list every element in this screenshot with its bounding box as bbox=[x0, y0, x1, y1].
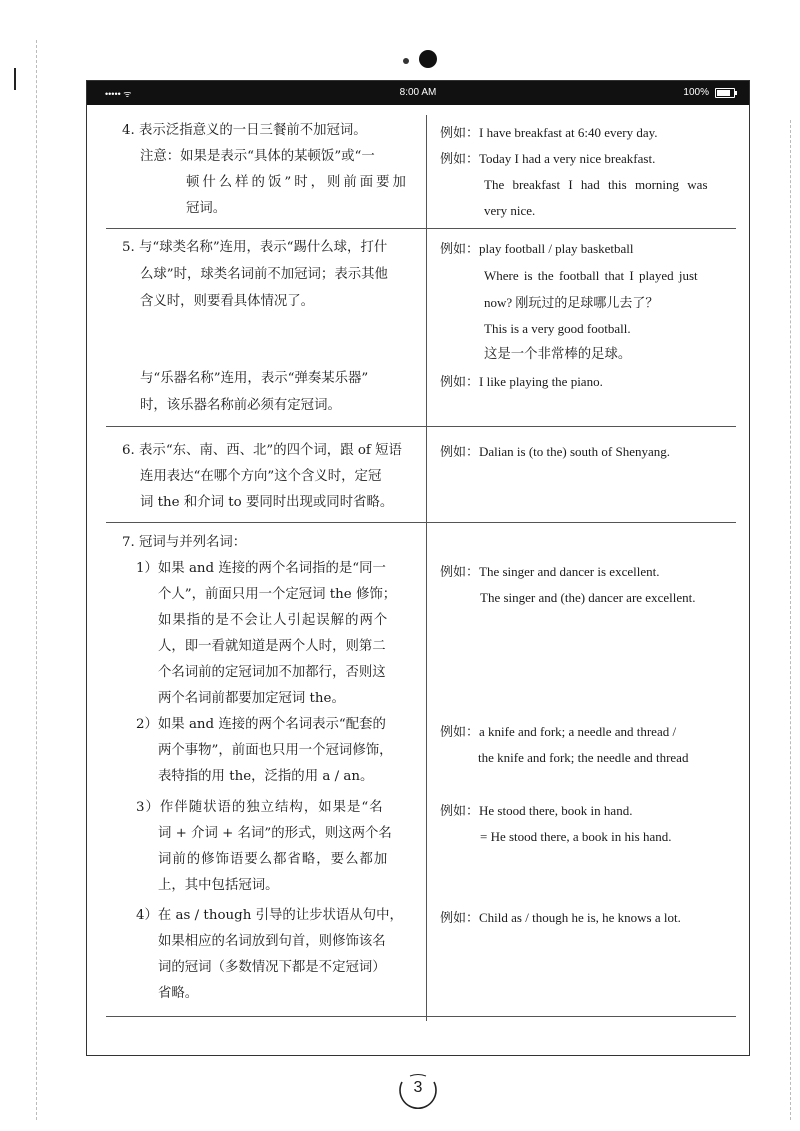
rule-text: 两个事物”，前面也只用一个冠词修饰， bbox=[158, 743, 393, 758]
rule-text: 两个名词前都要加定冠词 the。 bbox=[158, 691, 345, 706]
rule-text: 含义时，则要看具体情况了。 bbox=[140, 294, 315, 309]
example-text: 例如：Dalian is (to the) south of Shenyang. bbox=[440, 444, 670, 459]
example-text: = He stood there, a book in his hand. bbox=[480, 829, 672, 844]
rule-text: 6. 表示“东、南、西、北”的四个词，跟 of 短语 bbox=[122, 443, 402, 458]
rule-text: 冠词。 bbox=[186, 201, 227, 216]
example-text: 例如：Child as / though he is, he knows a lot. bbox=[440, 910, 681, 925]
rule-text: 词前的修饰语要么都省略，要么都加 bbox=[158, 852, 389, 867]
example-text: very nice. bbox=[484, 203, 536, 218]
example-text: 例如：Today I had a very nice breakfast. bbox=[440, 151, 656, 166]
camera-dot-big bbox=[419, 50, 437, 68]
column-divider bbox=[426, 115, 427, 1021]
battery-percent: 100% bbox=[683, 87, 709, 98]
rule-text: 词 + 介词 + 名词”的形式，则这两个名 bbox=[158, 826, 392, 841]
row-divider bbox=[106, 522, 736, 523]
example-text: This is a very good football. bbox=[484, 321, 631, 336]
scan-edge-mark bbox=[14, 68, 16, 90]
example-text: 例如：a knife and fork; a needle and thread / bbox=[440, 724, 677, 739]
example-text: now? 刚玩过的足球哪儿去了？ bbox=[484, 295, 659, 310]
example-text: The breakfast I had this morning was bbox=[484, 177, 708, 192]
example-text: the knife and fork; the needle and thread bbox=[478, 750, 689, 765]
page-number: 3 bbox=[413, 1079, 423, 1096]
rule-text: 顿什么样的饭”时，则前面要加 bbox=[186, 175, 409, 190]
rule-text: 个人”，前面只用一个定冠词 the 修饰； bbox=[158, 587, 397, 602]
rule-text: 人，即一看就知道是两个人时，则第二 bbox=[158, 639, 386, 654]
rule-text: 时，该乐器名称前必须有定冠词。 bbox=[140, 398, 341, 413]
rule-text: 如果指的是不会让人引起误解的两个 bbox=[158, 613, 389, 628]
example-text: 这是一个非常棒的足球。 bbox=[484, 347, 632, 362]
scan-dashes-right bbox=[790, 120, 791, 1120]
camera-dot-small bbox=[403, 58, 409, 64]
rule-text: 5. 与“球类名称”连用，表示“踢什么球，打什 bbox=[122, 240, 388, 255]
rule-text: 与“乐器名称”连用，表示“弹奏某乐器” bbox=[140, 371, 369, 386]
rule-text: 4. 表示泛指意义的一日三餐前不加冠词。 bbox=[122, 123, 367, 138]
page-number-badge bbox=[396, 1070, 440, 1114]
row-divider bbox=[106, 1016, 736, 1017]
rule-text: 么球”时，球类名词前不加冠词；表示其他 bbox=[140, 267, 388, 282]
row-divider bbox=[106, 228, 736, 229]
rule-text: 个名词前的定冠词加不加都行，否则这 bbox=[158, 665, 386, 680]
example-text: 例如：He stood there, book in hand. bbox=[440, 803, 633, 818]
scan-dashes-left bbox=[36, 40, 37, 1120]
rule-text: 2）如果 and 连接的两个名词表示“配套的 bbox=[136, 717, 386, 732]
rule-text: 表特指的用 the，泛指的用 a / an。 bbox=[158, 769, 374, 784]
rule-text: 上，其中包括冠词。 bbox=[158, 878, 279, 893]
battery-icon bbox=[715, 88, 735, 98]
rule-text: 3）作伴随状语的独立结构，如果是“名 bbox=[136, 800, 384, 815]
rule-text: 词 the 和介词 to 要同时出现或同时省略。 bbox=[140, 495, 394, 510]
example-text: The singer and (the) dancer are excellent. bbox=[480, 590, 696, 605]
rule-text: 4）在 as / though 引导的让步状语从句中， bbox=[136, 908, 403, 923]
rule-text: 1）如果 and 连接的两个名词指的是“同一 bbox=[136, 561, 386, 576]
rule-text: 7. 冠词与并列名词： bbox=[122, 535, 247, 550]
rule-text: 如果相应的名词放到句首，则修饰该名 bbox=[158, 934, 386, 949]
status-time: 8:00 AM bbox=[399, 87, 437, 98]
rule-text: 连用表达“在哪个方向”这个含义时，定冠 bbox=[140, 469, 382, 484]
example-text: 例如：The singer and dancer is excellent. bbox=[440, 564, 660, 579]
example-text: 例如：play football / play basketball bbox=[440, 241, 634, 256]
status-bar bbox=[87, 81, 749, 105]
signal-wifi-icon: ••••• ᯤ bbox=[105, 89, 132, 99]
rule-text: 注意：如果是表示“具体的某顿饭”或“一 bbox=[140, 149, 375, 164]
example-text: 例如：I like playing the piano. bbox=[440, 374, 603, 389]
example-text: 例如：I have breakfast at 6:40 every day. bbox=[440, 125, 658, 140]
example-text: Where is the football that I played just bbox=[484, 268, 698, 283]
rule-text: 省略。 bbox=[158, 986, 199, 1001]
row-divider bbox=[106, 426, 736, 427]
rule-text: 词的冠词（多数情况下都是不定冠词） bbox=[158, 960, 386, 975]
